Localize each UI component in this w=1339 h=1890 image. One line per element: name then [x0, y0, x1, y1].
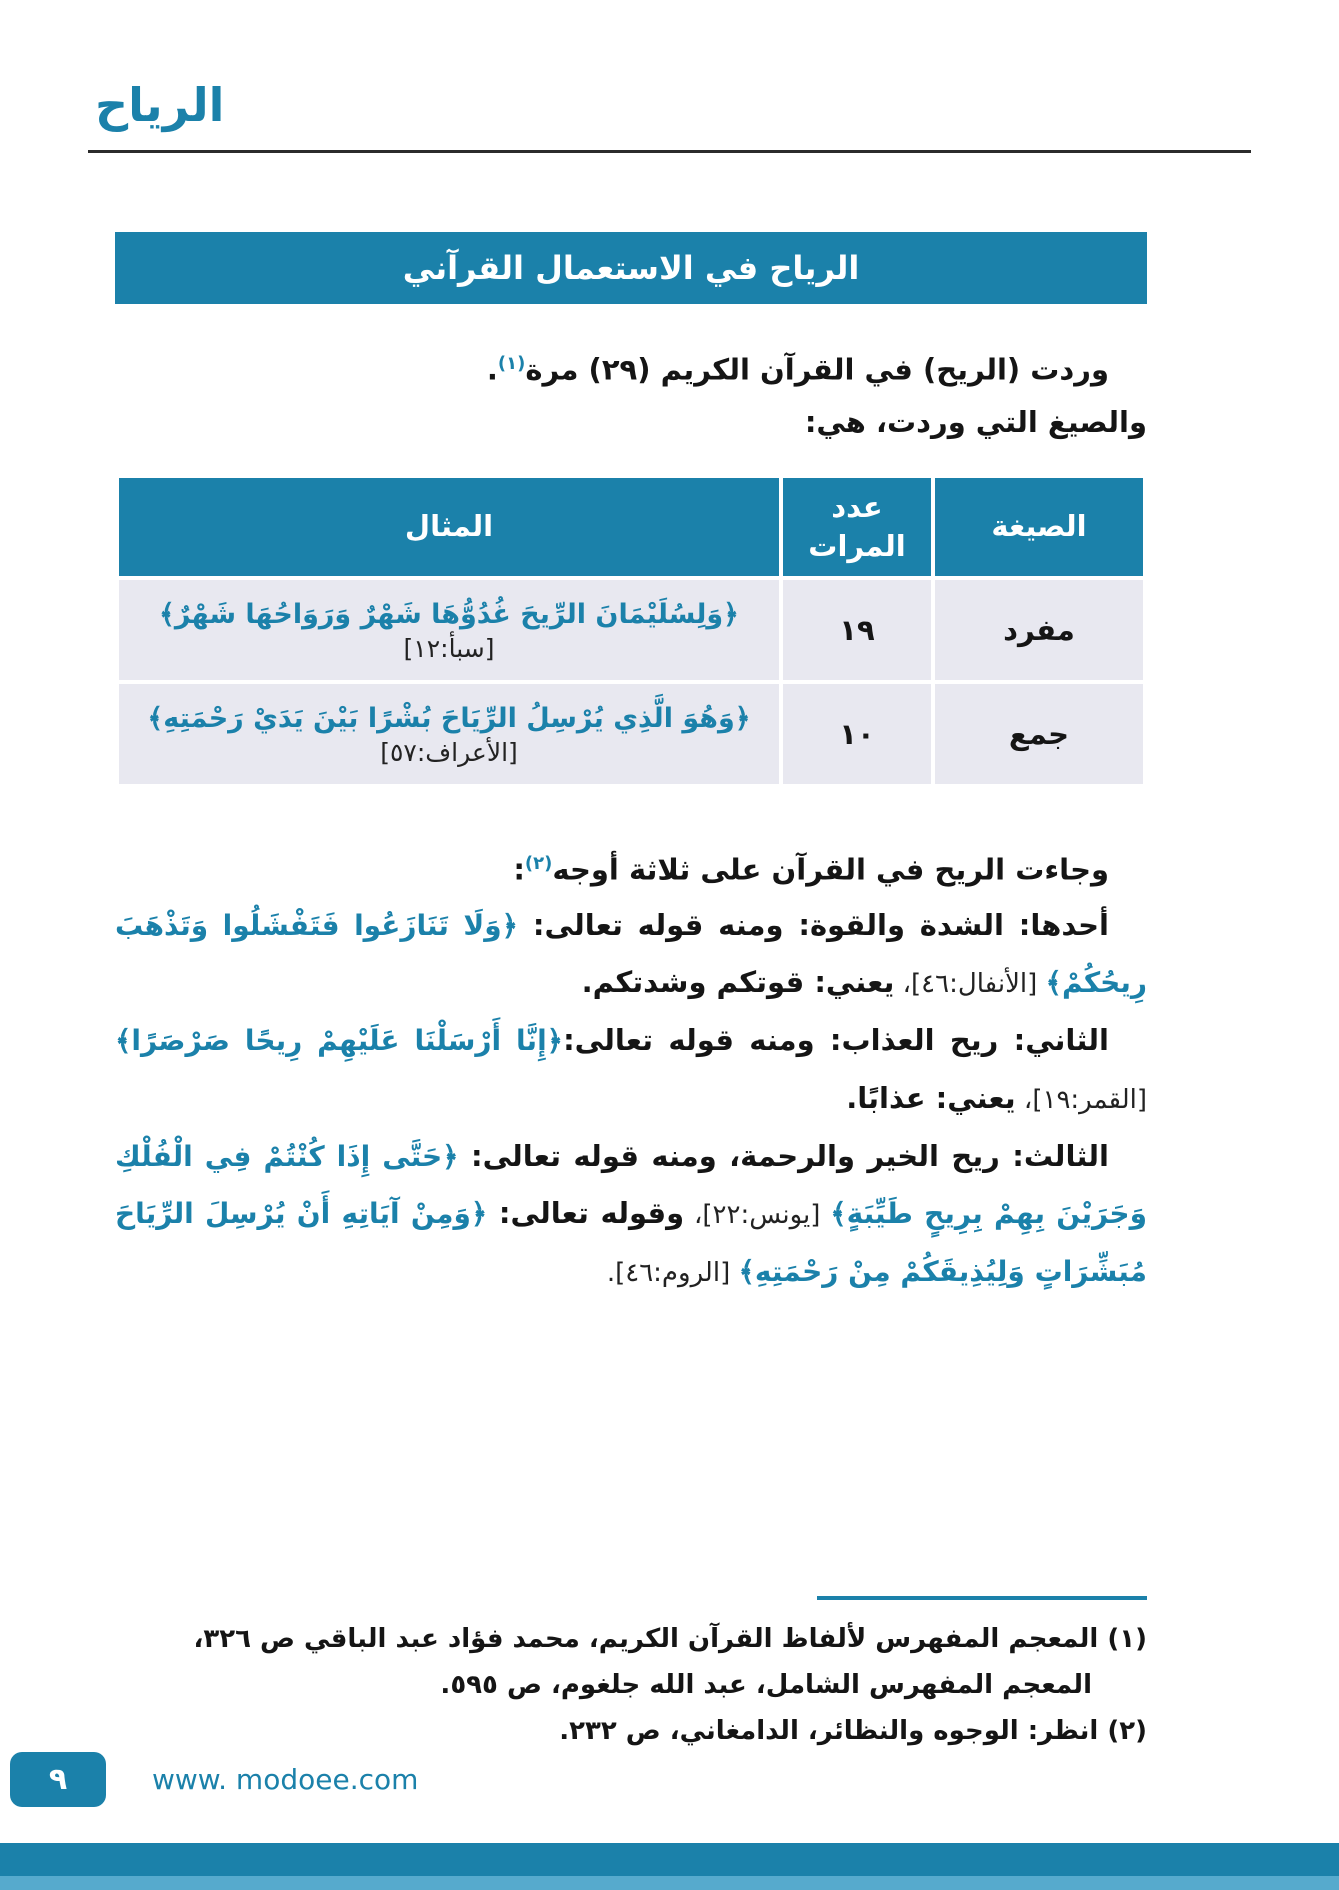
verse-reference: [الأنفال:٤٦]، [894, 969, 1046, 1000]
aspects-section [115, 836, 1147, 1302]
forms-table [115, 474, 1147, 788]
quran-verse: ﴿وَلَا تَنَازَعُوا فَتَفْشَلُوا وَتَذْهَبَ رِيحُكُمْ﴾ [115, 909, 1147, 1000]
aspect-first [115, 897, 1147, 1012]
intro-paragraph [115, 338, 1147, 396]
aspect-third-lead: الثالث: ريح الخير والرحمة، ومنه قوله تعالى: [458, 1139, 1109, 1174]
section-banner [115, 232, 1147, 304]
quran-verse: ﴿وَمِنْ آيَاتِهِ أَنْ يُرْسِلَ الرِّيَاحَ مُبَشِّرَاتٍ وَلِيُذِيقَكُمْ مِنْ رَحْمَتِهِ﴾ [115, 1197, 1147, 1289]
aspect-third [115, 1128, 1147, 1301]
intro-text: وردت (الريح) في القرآن الكريم (٢٩) مرة [525, 352, 1109, 387]
verse-reference: [القمر:١٩]، [1015, 1085, 1147, 1116]
table-header-count: عدد المرات [781, 476, 933, 578]
page-number-badge [10, 1752, 106, 1807]
footnote-marker-2: (٢) [524, 852, 553, 874]
footnote-marker-1: (١) [497, 353, 526, 374]
intro-period: . [486, 352, 498, 387]
cell-example [117, 682, 781, 786]
aspects-intro-colon: : [513, 852, 525, 887]
quran-verse: ﴿حَتَّى إِذَا كُنْتُمْ فِي الْفُلْكِ وَجَرَيْنَ بِهِمْ بِرِيحٍ طَيِّبَةٍ﴾ [115, 1140, 1147, 1231]
quran-verse: ﴿إِنَّا أَرْسَلْنَا عَلَيْهِمْ رِيحًا صَرْصَرًا﴾ [115, 1024, 564, 1058]
footnote-separator [817, 1596, 1147, 1600]
footnote-1: (١) المعجم المفهرس لألفاظ القرآن الكريم، محمد فؤاد عبد الباقي ص ٣٢٦، المعجم المفهرس الشامل، عبد الله جلغوم، ص ٥٩٥. [193, 1624, 1147, 1700]
footnote-2: (٢) انظر: الوجوه والنظائر، الدامغاني، ص ٢٣٢. [559, 1716, 1147, 1746]
verse-reference: [يونس:٢٢]، [684, 1200, 831, 1231]
footer-bar [0, 1843, 1339, 1876]
cell-form: جمع [933, 682, 1145, 786]
aspect-second-lead: الثاني: ريح العذاب: ومنه قوله تعالى: [563, 1023, 1109, 1058]
table-row [117, 578, 1145, 682]
page-number: ٩ [48, 1762, 68, 1797]
aspect-second [115, 1012, 1147, 1128]
table-row [117, 682, 1145, 786]
cell-count: ١٠ [781, 682, 933, 786]
aspect-second-tail: يعني: عذابًا. [846, 1081, 1016, 1116]
table-header-form: الصيغة [933, 476, 1145, 578]
header-rule [88, 150, 1251, 153]
website-url: www. modoee.com [152, 1763, 419, 1796]
cell-form: مفرد [933, 578, 1145, 682]
aspect-first-lead: أحدها: الشدة والقوة: ومنه قوله تعالى: [518, 908, 1109, 943]
aspect-third-mid: وقوله تعالى: [487, 1196, 685, 1231]
aspects-intro-text: وجاءت الريح في القرآن على ثلاثة أوجه [552, 852, 1109, 887]
aspects-intro [115, 836, 1147, 898]
footnotes-section [115, 1596, 1147, 1754]
quran-verse: ﴿وَلِسُلَيْمَانَ الرِّيحَ غُدُوُّهَا شَهْرٌ وَرَوَاحُهَا شَهْرٌ﴾ [159, 598, 739, 630]
quran-verse: ﴿وَهُوَ الَّذِي يُرْسِلُ الرِّيَاحَ بُشْرًا بَيْنَ يَدَيْ رَحْمَتِهِ﴾ [147, 702, 751, 734]
main-content [115, 232, 1147, 1301]
table-header-row [117, 476, 1145, 578]
table-header-example: المثال [117, 476, 781, 578]
section-title: الرياح في الاستعمال القرآني [402, 249, 860, 287]
footer-stripe [0, 1876, 1339, 1890]
verse-reference: [الروم:٤٦]. [606, 1258, 739, 1289]
chapter-logo: الرياح [95, 78, 225, 132]
aspect-first-tail: يعني: قوتكم وشدتكم. [581, 965, 895, 1000]
cell-example [117, 578, 781, 682]
cell-count: ١٩ [781, 578, 933, 682]
verse-reference: [الأعراف:٥٧] [380, 737, 518, 767]
verse-reference: [سبأ:١٢] [403, 633, 495, 663]
intro-paragraph-2: والصيغ التي وردت، هي: [804, 404, 1147, 439]
